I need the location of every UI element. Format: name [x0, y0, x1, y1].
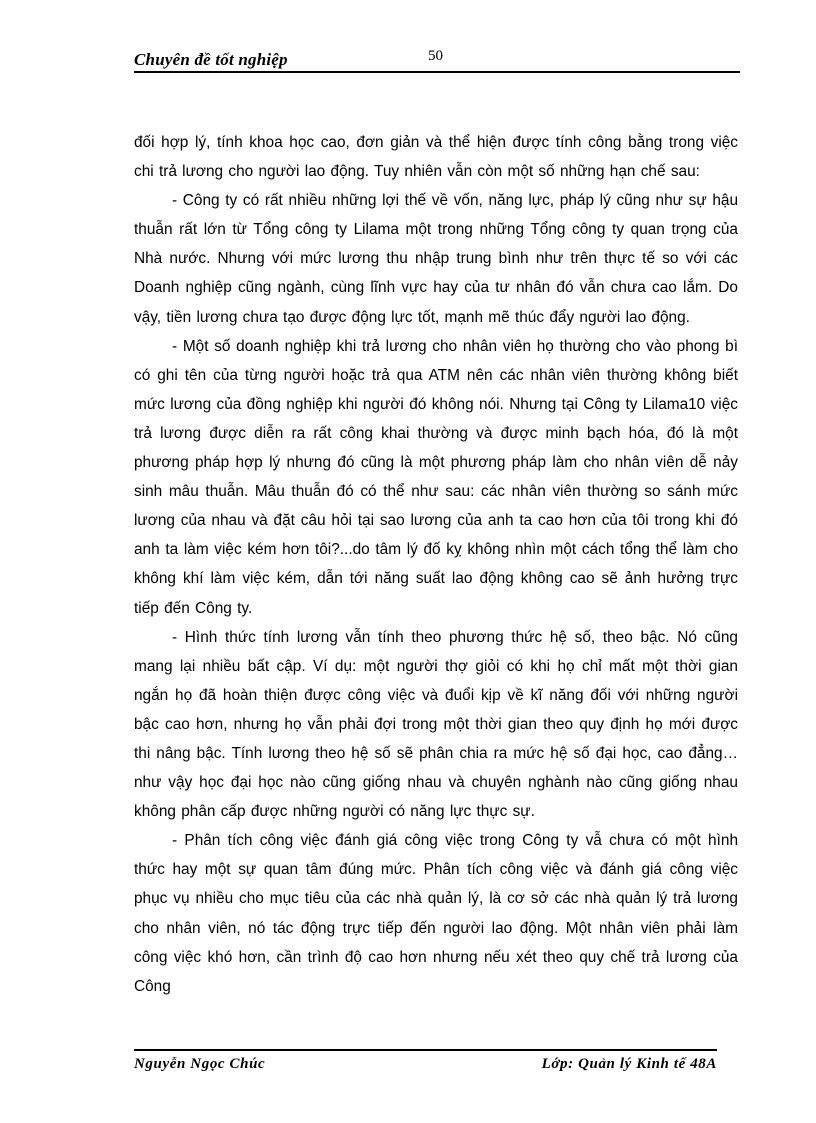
paragraph-4: - Hình thức tính lương vẫn tính theo phương thức hệ số, theo bậc. Nó cũng mang lại nhiều bất cập. Ví dụ: một người thợ giỏi có khi họ chỉ mất một thời gian ngắn họ đã hoàn thiện được công việc và đuổi kịp về kĩ năng đối với những người bậc cao hơn, nhưng họ vẫn phải đợi trong một thời gian theo quy định họ mới được thi nâng bậc. Tính lương theo hệ số sẽ phân chia ra mức hệ số đại học, cao đẳng…như vậy học đại học nào cũng giống nhau và chuyên nghành nào cũng giống nhau không phân cấp được những người có năng lực thực sự. [134, 628, 738, 821]
header-rule [134, 71, 740, 73]
paragraph-1: đối hợp lý, tính khoa học cao, đơn giản và thể hiện được tính công bằng trong việc chi trả lương cho người lao động. Tuy nhiên vẫn còn một số những hạn chế sau: [134, 134, 738, 181]
footer-author: Nguyễn Ngọc Chúc [134, 1056, 266, 1072]
footer-class: Lớp: Quản lý Kinh tế 48A [541, 1056, 717, 1072]
paragraph-3: - Một số doanh nghiệp khi trả lương cho nhân viên họ thường cho vào phong bì có ghi tên của từng người hoặc trả qua ATM nên các nhân viên thường không biết mức lương của đồng nghiệp khi người đó không nói. Nhưng tại Công ty Lilama10 việc trả lương được diễn ra rất công khai thường và được minh bạch hóa, đó là một phương pháp hợp lý nhưng đó cũng là một phương pháp làm cho nhân viên dễ nảy sinh mâu thuẫn. Mâu thuẫn đó có thể như sau: các nhân viên thường so sánh mức lương của nhau và đặt câu hỏi tại sao lương của anh ta cao hơn của tôi trong khi đó anh ta làm việc kém hơn tôi?...do tâm lý đố kỵ không nhìn một cách tổng thể làm cho không khí làm việc kém, dẫn tới năng suất lao động không cao sẽ ảnh hưởng trực tiếp đến Công ty. [134, 337, 738, 617]
paragraph-2: - Công ty có rất nhiều những lợi thế về vốn, năng lực, pháp lý cũng như sự hậu thuẫn rất lớn từ Tổng công ty Lilama một trong những Tổng công ty quan trọng của Nhà nước. Nhưng với mức lương thu nhập trung bình như trên thực tế so với các Doanh nghiệp cũng ngành, cùng lĩnh vực hay của tư nhân đó vẫn chưa cao lắm. Do vậy, tiền lương chưa tạo được động lực tốt, mạnh mẽ thúc đẩy người lao động. [134, 192, 738, 326]
page-footer [134, 1049, 717, 1079]
paragraph-5: - Phân tích công việc đánh giá công việc trong Công ty vẫ chưa có một hình thức hay một sự quan tâm đúng mức. Phân tích công việc và đánh giá công việc phục vụ nhiều cho mục tiêu của các nhà quản lý, là cơ sở các nhà quản lý trả lương cho nhân viên, nó tác động trực tiếp đến người lao động. Một nhân viên phải làm công việc khó hơn, cần trình độ cao hơn nhưng nếu xét theo quy chế trả lương của Công [134, 832, 738, 995]
page-number: 50 [428, 48, 443, 64]
document-title: Chuyên đề tốt nghiệp [134, 50, 288, 69]
footer-rule [134, 1049, 717, 1051]
page-header [134, 46, 740, 74]
body-text [134, 128, 738, 1001]
